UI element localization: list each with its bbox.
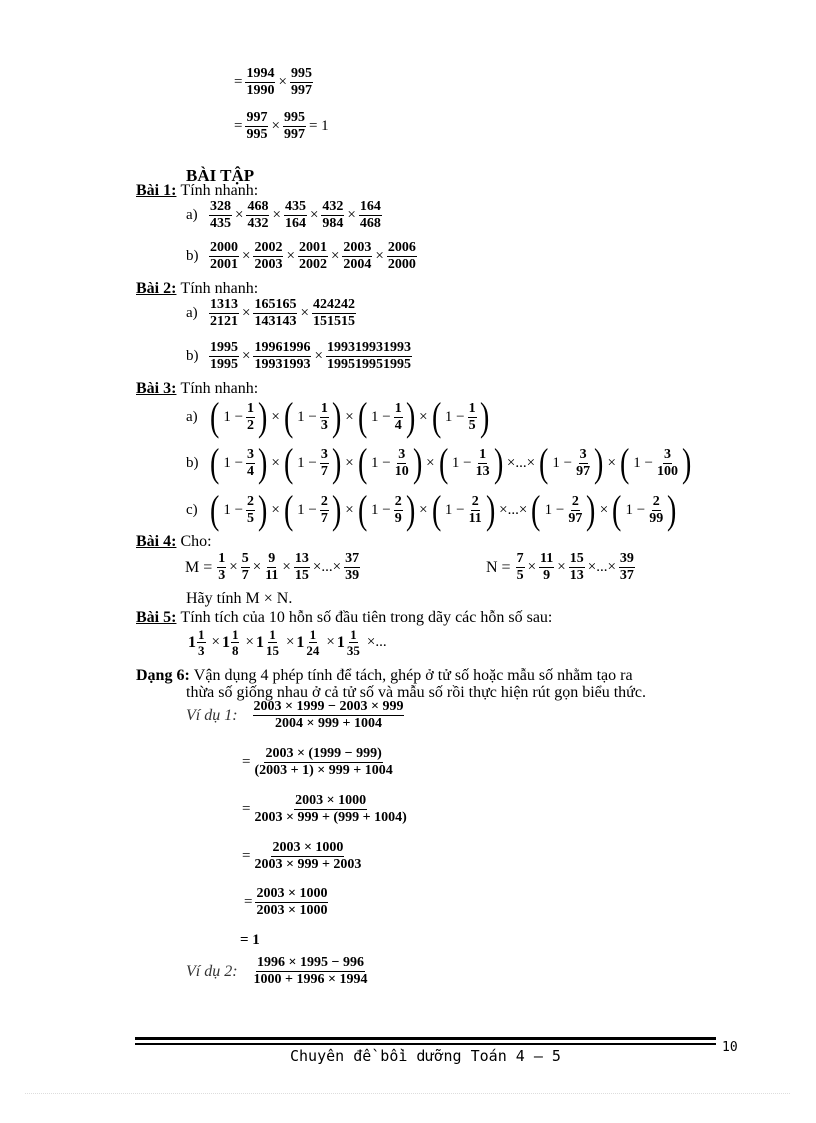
fraction: $\frac{3}{100}$: [656, 446, 678, 479]
fraction: $\frac{1}{3}$: [320, 400, 328, 433]
bai1-heading: Bài 1: Tính nhanh:: [136, 182, 259, 199]
vd1-s1: = $\frac{2003 \times (1999 - 999)}{(2003 + 1) \times 999 + 1004}$: [242, 746, 393, 778]
fraction: $\frac{2}{5}$: [247, 493, 255, 526]
fraction: $\frac{995}{997}$: [290, 66, 312, 98]
fraction: $\frac{3}{7}$: [320, 446, 328, 479]
fraction: $\frac{432}{984}$: [322, 199, 344, 231]
fraction: $\frac{39}{37}$: [619, 551, 634, 583]
bai2-b: b) $\frac{1995}{1995}$ × $\frac{19961996}{19931993}$ × $\frac{199319931993}{199519951995}$: [186, 340, 411, 372]
fraction: $\frac{19961996}{19931993}$: [254, 340, 311, 372]
vd1-s0: Ví dụ 1: $\frac{2003 \times 1999 - 2003 \times 999}{2004 \times 999 + 1004}$: [186, 699, 404, 731]
fraction: $\frac{2}{99}$: [649, 493, 664, 526]
bai4-ask: Hãy tính M × N.: [186, 590, 293, 607]
vd1-s3: = $\frac{2003 \times 1000}{2003 \times 999 + 2003}$: [242, 840, 362, 872]
footer-rule-thin: [135, 1043, 716, 1045]
fraction: $\frac{2}{97}$: [568, 493, 583, 526]
bai3-heading: Bài 3: Tính nhanh:: [136, 380, 259, 397]
fraction: $\frac{2003 \times 1000}{2003 \times 999 + 2003}$: [254, 840, 362, 872]
fraction: $\frac{2001}{2002}$: [298, 240, 327, 272]
page-edge: [25, 1093, 790, 1094]
fraction: $\frac{328}{435}$: [210, 199, 231, 231]
bai4-m: M = $\frac{1}{3}$ × $\frac{5}{7}$ × $\frac{9}{11}$ × $\frac{13}{15}$ ×...× $\frac{37}{39}$: [185, 551, 360, 583]
fraction: $\frac{5}{7}$: [241, 551, 249, 583]
dang6-line2: thừa số giống nhau ở cả tử số và mẫu số rồi thực hiện rút gọn biểu thức.: [186, 684, 646, 701]
fraction: $\frac{7}{5}$: [516, 551, 524, 583]
fraction: $\frac{1}{13}$: [475, 446, 490, 479]
fraction: $\frac{11}{9}$: [540, 551, 554, 583]
bai4-n: N = $\frac{7}{5}$ × $\frac{11}{9}$ × $\frac{15}{13}$ ×...× $\frac{39}{37}$: [486, 551, 634, 583]
fraction: $\frac{995}{997}$: [283, 110, 305, 142]
bai3-b: b) ( 1 − $\frac{3}{4}$ ) × ( 1 − $\frac{3}{7}$ ) × ( 1 − $\frac{3}{10}$ ) × ( 1 − $\frac{1}{13}$ ) ×...× ( 1 − $\frac{3}{97}$ ) × ( 1 − $\frac{3}{100}$ ): [186, 440, 692, 485]
fraction: $\frac{2002}{2003}$: [254, 240, 283, 272]
fraction: $\frac{1}{3}$: [218, 551, 226, 583]
footer-title: Chuyên đề bồi dưỡng Toán 4 – 5: [290, 1047, 561, 1065]
fraction: $\frac{2003 \times (1999 - 999)}{(2003 + 1) \times 999 + 1004}$: [254, 746, 393, 778]
bai2-heading: Bài 2: Tính nhanh:: [136, 280, 259, 297]
fraction: $\frac{37}{39}$: [345, 551, 360, 583]
top-line-2: = $\frac{997}{995}$ × $\frac{995}{997}$ = 1: [234, 110, 329, 142]
fraction: $\frac{3}{10}$: [394, 446, 409, 479]
top-line-1: = $\frac{1994}{1990}$ × $\frac{995}{997}$: [234, 66, 312, 98]
fraction: $\frac{3}{97}$: [576, 446, 591, 479]
bai5-mixed: 1 $\frac{1}{3}$ × 1 $\frac{1}{8}$ × 1 $\frac{1}{15}$ × 1 $\frac{1}{24}$ × 1 $\frac{1}{35}$ ×...: [188, 627, 387, 658]
bai2-a: a) $\frac{1313}{2121}$ × $\frac{165165}{143143}$ × $\frac{424242}{151515}$: [186, 297, 355, 329]
fraction: $\frac{9}{11}$: [265, 551, 279, 583]
vd1-result: = 1: [240, 932, 260, 948]
fraction: $\frac{1995}{1995}$: [210, 340, 238, 372]
fraction: $\frac{424242}{151515}$: [312, 297, 355, 329]
fraction: $\frac{468}{432}$: [247, 199, 269, 231]
fraction: $\frac{2006}{2000}$: [387, 240, 416, 272]
fraction: $\frac{997}{995}$: [246, 110, 268, 142]
fraction: $\frac{2003 \times 1999 - 2003 \times 999}{2004 \times 999 + 1004}$: [253, 699, 404, 731]
fraction: $\frac{2}{11}$: [468, 493, 482, 526]
fraction: $\frac{1313}{2121}$: [210, 297, 238, 329]
fraction: $\frac{3}{4}$: [247, 446, 255, 479]
bai3-a: a) ( 1 − $\frac{1}{2}$ ) × ( 1 − $\frac{1}{3}$ ) × ( 1 − $\frac{1}{4}$ ) × ( 1 − $\frac{1}{5}$ ): [186, 394, 489, 439]
dang6-line1: Dạng 6: Vận dụng 4 phép tính để tách, ghép ở tử số hoặc mẫu số nhằm tạo ra: [136, 667, 633, 684]
fraction: $\frac{199319931993}{199519951995}$: [326, 340, 411, 372]
page-number: 10: [722, 1040, 738, 1055]
section-title: BÀI TẬP: [186, 166, 255, 185]
bai3-c: c) ( 1 − $\frac{2}{5}$ ) × ( 1 − $\frac{2}{7}$ ) × ( 1 − $\frac{2}{9}$ ) × ( 1 − $\frac{2}{11}$ ) ×...× ( 1 − $\frac{2}{97}$ ) × ( 1 − $\frac{2}{99}$ ): [186, 487, 677, 532]
bai1-a: a) $\frac{328}{435}$ × $\frac{468}{432}$ × $\frac{435}{164}$ × $\frac{432}{984}$ × $\frac{164}{468}$: [186, 199, 381, 231]
fraction: $\frac{1996 \times 1995 - 996}{1000 + 1996 \times 1994}$: [253, 955, 368, 987]
fraction: $\frac{2}{7}$: [320, 493, 328, 526]
fraction: $\frac{1}{5}$: [468, 400, 476, 433]
fraction: $\frac{13}{15}$: [294, 551, 309, 583]
fraction: $\frac{2003}{2004}$: [343, 240, 372, 272]
vd1-s2: = $\frac{2003 \times 1000}{2003 \times 999 + (999 + 1004)}$: [242, 793, 407, 825]
footer-rule: [135, 1037, 716, 1040]
fraction: $\frac{1}{4}$: [394, 400, 402, 433]
fraction: $\frac{2000}{2001}$: [210, 240, 238, 272]
fraction: $\frac{15}{13}$: [569, 551, 584, 583]
fraction: $\frac{2003 \times 1000}{2003 \times 1000}$: [256, 886, 328, 918]
fraction: $\frac{1994}{1990}$: [246, 66, 275, 98]
vd2: Ví dụ 2: $\frac{1996 \times 1995 - 996}{1000 + 1996 \times 1994}$: [186, 955, 368, 987]
bai1-b: b) $\frac{2000}{2001}$ × $\frac{2002}{2003}$ × $\frac{2001}{2002}$ × $\frac{2003}{2004}$ × $\frac{2006}{2000}$: [186, 240, 416, 272]
fraction: $\frac{164}{468}$: [359, 199, 381, 231]
fraction: $\frac{165165}{143143}$: [254, 297, 297, 329]
fraction: $\frac{2}{9}$: [394, 493, 402, 526]
bai5-heading: Bài 5: Tính tích của 10 hỗn số đầu tiên trong dãy các hỗn số sau:: [136, 609, 553, 626]
fraction: $\frac{2003 \times 1000}{2003 \times 999 + (999 + 1004)}$: [254, 793, 407, 825]
fraction: $\frac{435}{164}$: [284, 199, 306, 231]
fraction: $\frac{1}{2}$: [247, 400, 255, 433]
vd1-s4: = $\frac{2003 \times 1000}{2003 \times 1000}$: [244, 886, 328, 918]
bai4-heading: Bài 4: Cho:: [136, 533, 212, 550]
